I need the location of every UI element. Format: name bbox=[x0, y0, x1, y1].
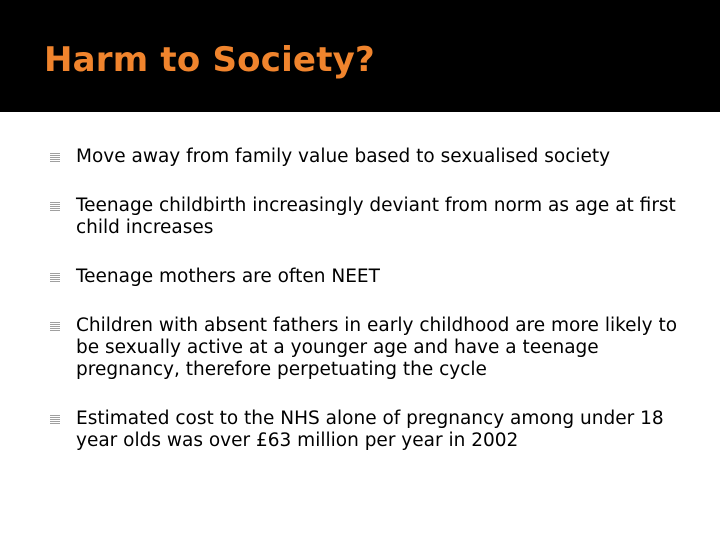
bullet-item bbox=[50, 408, 680, 452]
bullet-text: Teenage mothers are often NEET bbox=[76, 266, 380, 287]
bullet-text: Estimated cost to the NHS alone of pregnancy among under 18 year olds was over £63 million per year in 2002 bbox=[76, 408, 664, 451]
striped-square-bullet-icon bbox=[50, 322, 60, 331]
bullet-text: Teenage childbirth increasingly deviant from norm as age at first child increases bbox=[76, 195, 676, 238]
striped-square-bullet-icon bbox=[50, 273, 60, 282]
striped-square-bullet-icon bbox=[50, 202, 60, 211]
bullet-item bbox=[50, 315, 680, 381]
bullet-item bbox=[50, 195, 680, 239]
striped-square-bullet-icon bbox=[50, 415, 60, 424]
bullet-text: Move away from family value based to sexualised society bbox=[76, 146, 611, 167]
title-bar bbox=[0, 0, 720, 110]
slide-title: Harm to Society? bbox=[44, 40, 375, 80]
striped-square-bullet-icon bbox=[50, 153, 60, 162]
bullet-text: Children with absent fathers in early childhood are more likely to be sexually active at a younger age and have a teenage pregnancy, therefore perpetuating the cycle bbox=[76, 315, 678, 380]
bullet-item bbox=[50, 266, 680, 288]
bullet-list bbox=[50, 146, 680, 479]
bullet-item bbox=[50, 146, 680, 168]
content-area bbox=[0, 112, 720, 540]
